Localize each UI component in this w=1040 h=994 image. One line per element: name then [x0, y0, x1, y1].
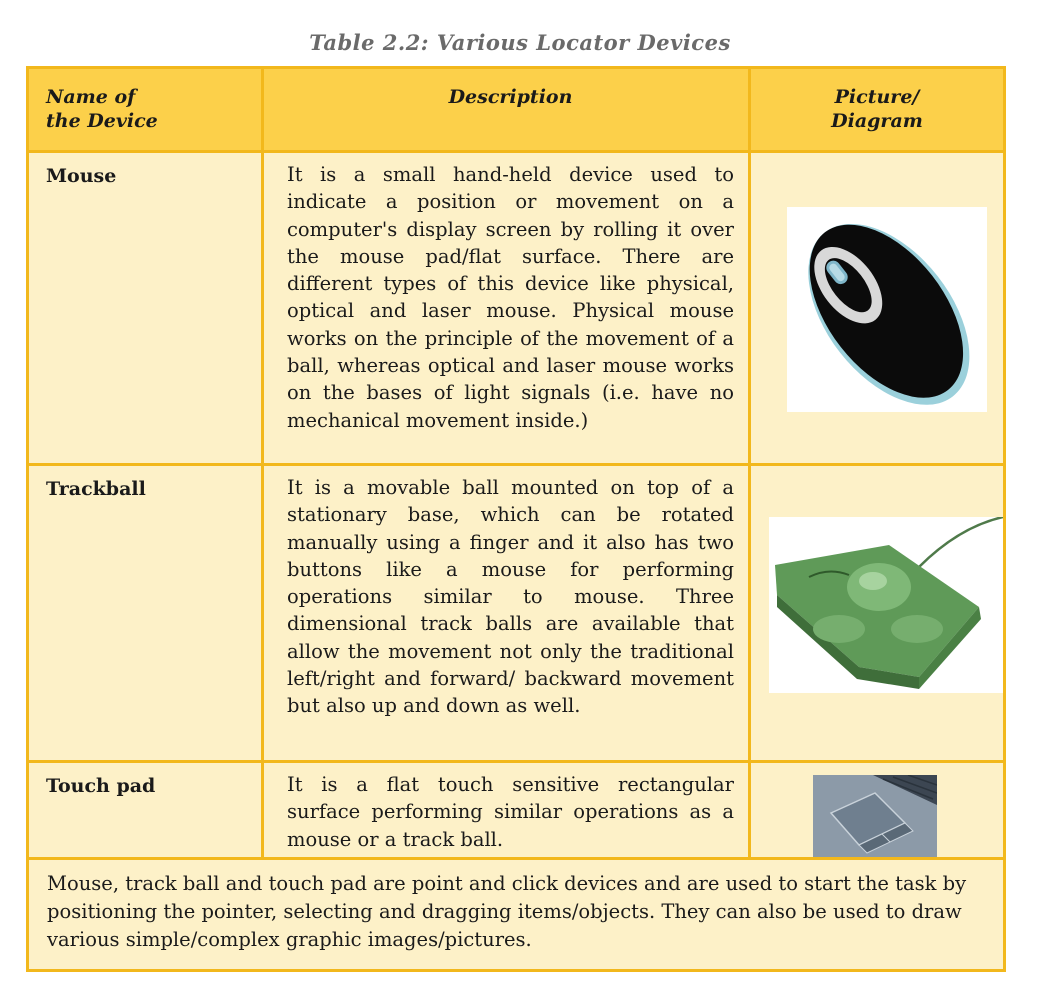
- touchpad-image: [813, 775, 937, 857]
- device-description: It is a flat touch sensitive rectangular surface performing similar operations as a mouse or a track ball.: [287, 773, 734, 851]
- table-row-trackball: [29, 466, 1003, 763]
- table-row-mouse: [29, 153, 1003, 466]
- header-name-line1: Name of: [46, 86, 136, 108]
- device-description: It is a small hand-held device used to indicate a position or movement on a computer's display screen by rolling it over the mouse pad/flat surface. There are different types of this device like physical, optical and laser mouse. Physical mouse works on the principle of the movement of a ball, whereas optical and laser mouse works on the bases of light signals (i.e. have no mechanical movement inside.): [287, 163, 734, 432]
- table-caption: Table 2.2: Various Locator Devices: [309, 30, 731, 55]
- mouse-image: [787, 207, 987, 412]
- device-picture-cell: [751, 466, 1003, 760]
- header-description-cell: [264, 69, 751, 150]
- table-header-row: [29, 69, 1003, 153]
- table-row-touchpad: [29, 763, 1003, 860]
- device-description-cell: [264, 153, 751, 463]
- device-picture-cell: [751, 763, 1003, 857]
- table-footnote: Mouse, track ball and touch pad are point and click devices and are used to start the task by positioning the pointer, selecting and dragging items/objects. They can also be used to draw various simple/complex graphic images/pictures.: [47, 872, 967, 951]
- locator-devices-table: [26, 66, 1006, 972]
- header-description: Description: [448, 86, 573, 108]
- mouse-illustration: [787, 207, 987, 412]
- device-name: Mouse: [46, 165, 117, 187]
- header-picture-line2: Diagram: [831, 110, 923, 132]
- device-description-cell: [264, 763, 751, 857]
- device-name-cell: [29, 763, 264, 857]
- touchpad-illustration: [813, 775, 937, 857]
- device-name: Trackball: [46, 478, 146, 500]
- header-picture-cell: [751, 69, 1003, 150]
- device-picture-cell: [751, 153, 1003, 463]
- trackball-illustration: [769, 517, 1003, 693]
- device-name-cell: [29, 153, 264, 463]
- header-name-line2: the Device: [46, 110, 158, 132]
- device-description: It is a movable ball mounted on top of a stationary base, which can be rotated manually using a finger and it also has two buttons like a mouse for performing operations similar to mouse. Three dimensional track balls are available that allow the movement not only the traditional left/right and forward/ backward movement but also up and down as well.: [287, 476, 734, 718]
- device-name-cell: [29, 466, 264, 760]
- header-picture-line1: Picture/: [834, 86, 920, 108]
- device-name: Touch pad: [46, 775, 156, 797]
- table-footnote-row: [29, 860, 1003, 969]
- header-name-cell: [29, 69, 264, 150]
- trackball-image: [769, 517, 1003, 693]
- device-description-cell: [264, 466, 751, 760]
